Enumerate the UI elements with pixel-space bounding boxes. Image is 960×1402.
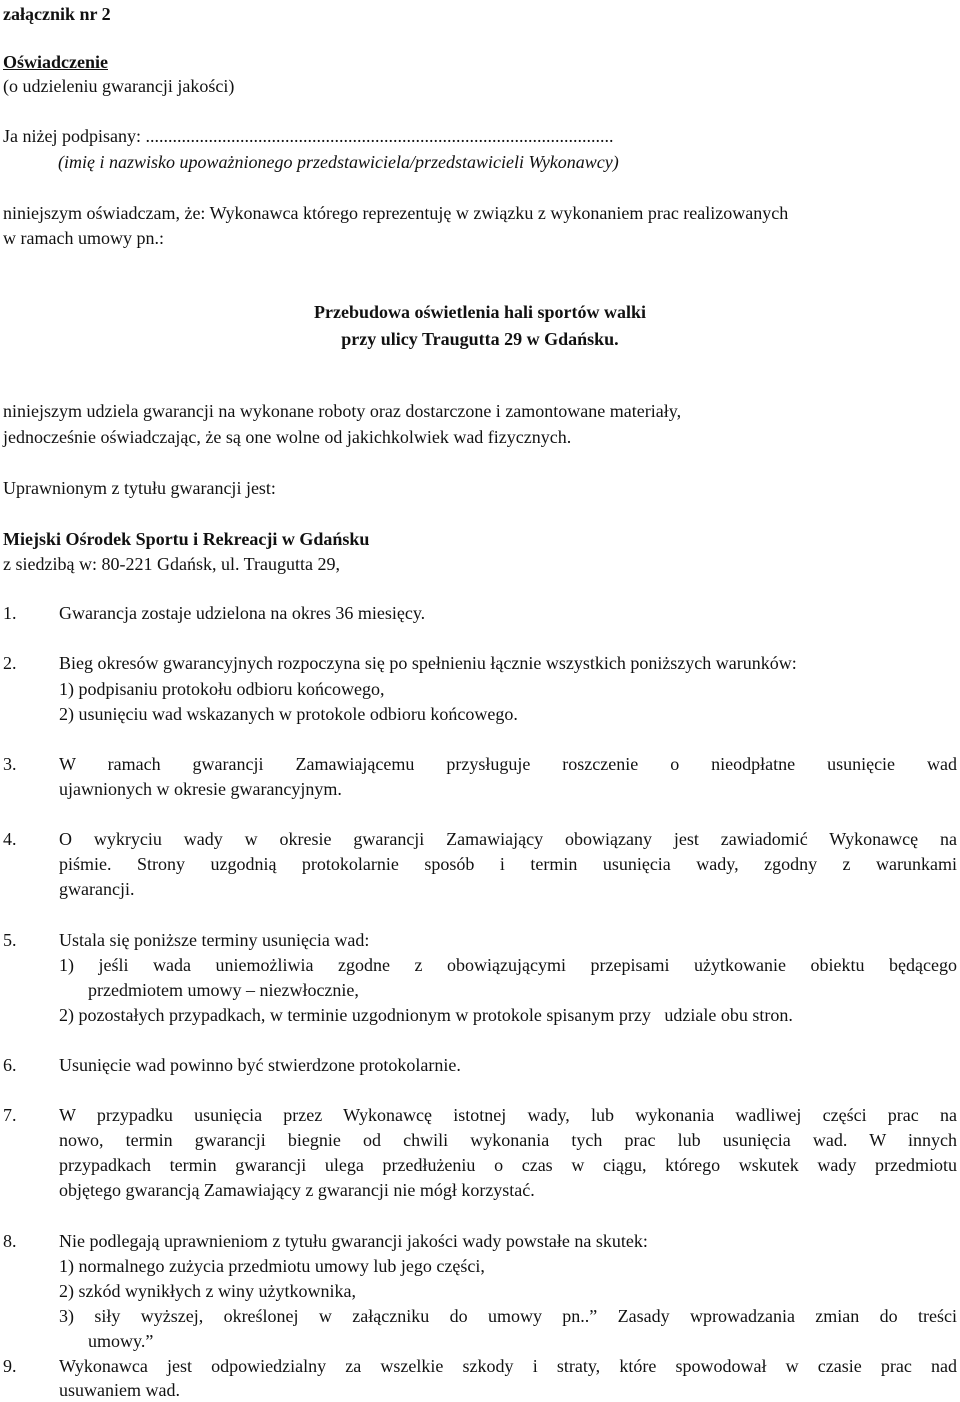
- item-7-line-3: przypadkach termin gwarancji ulega przedłużeniu o czas w ciągu, którego wskutek wady przedmiotu: [59, 1155, 957, 1175]
- guarantee-line-1: niniejszym udziela gwarancji na wykonane roboty oraz dostarczone i zamontowane materiały,: [3, 401, 682, 421]
- beneficiary-name: Miejski Ośrodek Sportu i Rekreacji w Gdańsku: [3, 529, 370, 549]
- intro-line-2: w ramach umowy pn.:: [3, 228, 164, 248]
- item-2-text: Bieg okresów gwarancyjnych rozpoczyna się po spełnieniu łącznie wszystkich poniższych warunków:: [59, 653, 797, 673]
- beneficiary-label: Uprawnionym z tytułu gwarancji jest:: [3, 478, 276, 498]
- item-3-number: 3.: [3, 754, 17, 774]
- item-7-line-1: W przypadku usunięcia przez Wykonawcę istotnej wady, lub wykonania wadliwej części prac na: [59, 1105, 957, 1125]
- item-5-sub-2: 2) pozostałych przypadkach, w terminie uzgodnionym w protokole spisanym przy udziale obu stron.: [59, 1005, 793, 1025]
- item-9-number: 9.: [3, 1356, 17, 1376]
- item-5-sub-1a: 1) jeśli wada uniemożliwia zgodne z obowiązującymi przepisami użytkowanie obiektu będącego: [59, 955, 957, 975]
- item-4-line-2: piśmie. Strony uzgodnią protokolarnie sposób i termin usunięcia wady, zgodny z warunkami: [59, 854, 957, 874]
- item-5-text: Ustala się poniższe terminy usunięcia wad:: [59, 930, 370, 950]
- item-7-line-2: nowo, termin gwarancji biegnie od chwili wykonania tych prac lub usunięcia wad. W innych: [59, 1130, 957, 1150]
- item-2-number: 2.: [3, 653, 17, 673]
- item-4-number: 4.: [3, 829, 17, 849]
- item-1-number: 1.: [3, 603, 17, 623]
- item-4-line-3: gwarancji.: [59, 879, 135, 899]
- item-8-sub-3b: umowy.”: [88, 1331, 154, 1351]
- item-4-line-1: O wykryciu wady w okresie gwarancji Zamawiający obowiązany jest zawiadomić Wykonawcę na: [59, 829, 957, 849]
- item-2-sub-1: 1) podpisaniu protokołu odbioru końcowego,: [59, 679, 385, 699]
- item-9-line-1: Wykonawca jest odpowiedzialny za wszelkie szkody i straty, które spowodował w czasie prac nad: [59, 1356, 957, 1376]
- item-5-number: 5.: [3, 930, 17, 950]
- item-9-line-2: usuwaniem wad.: [59, 1380, 180, 1400]
- project-title-line-1: Przebudowa oświetlenia hali sportów walki: [313, 302, 646, 322]
- item-2-sub-2: 2) usunięciu wad wskazanych w protokole odbioru końcowego.: [59, 704, 518, 724]
- document-subtitle: (o udzieleniu gwarancji jakości): [3, 76, 235, 96]
- beneficiary-address: z siedzibą w: 80-221 Gdańsk, ul. Traugutta 29,: [3, 554, 340, 574]
- item-7-line-4: objętego gwarancją Zamawiający z gwarancji nie mógł korzystać.: [59, 1180, 535, 1200]
- guarantee-line-2: jednocześnie oświadczając, że są one wolne od jakichkolwiek wad fizycznych.: [3, 427, 572, 447]
- project-title-line-2: przy ulicy Traugutta 29 w Gdańsku.: [341, 329, 619, 349]
- item-8-sub-2: 2) szkód wynikłych z winy użytkownika,: [59, 1281, 356, 1301]
- document-title: Oświadczenie: [3, 52, 108, 72]
- item-8-sub-3a: 3) siły wyższej, określonej w załączniku do umowy pn..” Zasady wprowadzania zmian do treści: [59, 1306, 957, 1326]
- item-8-sub-1: 1) normalnego zużycia przedmiotu umowy lub jego części,: [59, 1256, 485, 1276]
- item-8-text: Nie podlegają uprawnieniom z tytułu gwarancji jakości wady powstałe na skutek:: [59, 1231, 648, 1251]
- item-6-number: 6.: [3, 1055, 17, 1075]
- item-5-sub-1b: przedmiotem umowy – niezwłocznie,: [88, 980, 359, 1000]
- attachment-label: załącznik nr 2: [3, 4, 111, 24]
- signatory-line: Ja niżej podpisany: ........................................................................................................: [3, 126, 614, 146]
- intro-line-1: niniejszym oświadczam, że: Wykonawca którego reprezentuję w związku z wykonaniem prac realizowanych: [3, 203, 789, 223]
- item-8-number: 8.: [3, 1231, 17, 1251]
- item-3-line-2: ujawnionych w okresie gwarancyjnym.: [59, 779, 342, 799]
- item-3-line-1: W ramach gwarancji Zamawiającemu przysługuje roszczenie o nieodpłatne usunięcie wad: [59, 754, 957, 774]
- item-6-text: Usunięcie wad powinno być stwierdzone protokolarnie.: [59, 1055, 461, 1075]
- item-1-text: Gwarancja zostaje udzielona na okres 36 miesięcy.: [59, 603, 426, 623]
- signatory-hint: (imię i nazwisko upoważnionego przedstawiciela/przedstawicieli Wykonawcy): [58, 152, 619, 172]
- item-7-number: 7.: [3, 1105, 17, 1125]
